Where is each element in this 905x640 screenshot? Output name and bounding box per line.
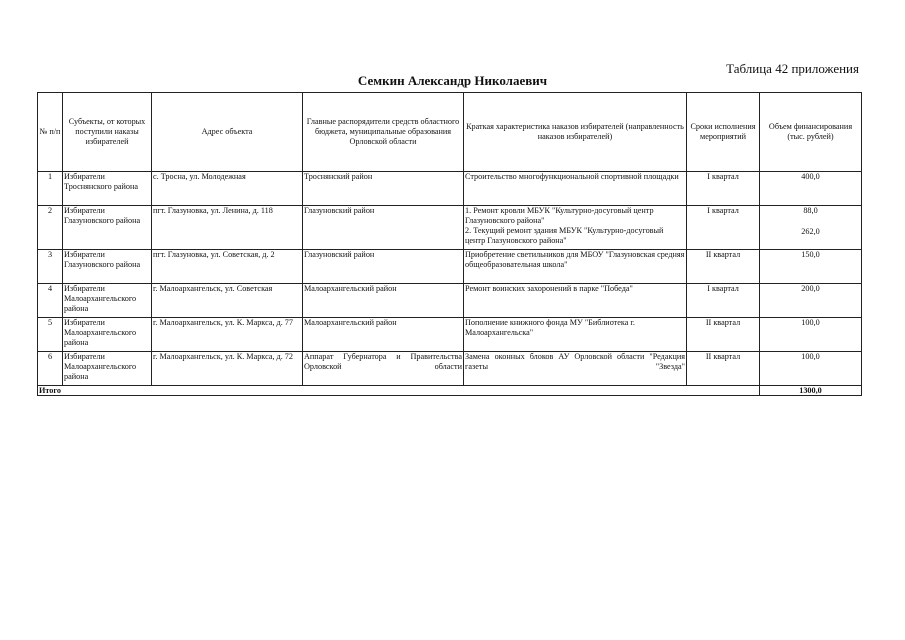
table-row (38, 352, 862, 386)
row-manager: Глазуновский район (303, 206, 464, 250)
row-num: 5 (38, 318, 63, 352)
row-address: г. Малоархангельск, ул. К. Маркса, д. 72 (152, 352, 303, 386)
row-subject: Избиратели Малоархангельского района (63, 352, 152, 386)
row-num: 2 (38, 206, 63, 250)
table-row (38, 318, 862, 352)
row-address: г. Малоархангельск, ул. К. Маркса, д. 77 (152, 318, 303, 352)
total-row (38, 386, 862, 396)
row-address: г. Малоархангельск, ул. Советская (152, 284, 303, 318)
row-address: пгт. Глазуновка, ул. Советская, д. 2 (152, 250, 303, 284)
row-sum-item-2: 262,0 (801, 227, 820, 236)
row-description: Строительство многофункциональной спортивной площадки (464, 172, 687, 206)
row-description: Приобретение светильников для МБОУ "Глазуновская средняя общеобразовательная школа" (464, 250, 687, 284)
row-num: 1 (38, 172, 63, 206)
row-term: II квартал (687, 250, 760, 284)
row-term: I квартал (687, 284, 760, 318)
header-subjects: Субъекты, от которых поступили наказы избирателей (63, 93, 152, 172)
row-subject: Избиратели Глазуновского района (63, 206, 152, 250)
row-sum: 100,0 (760, 352, 862, 386)
row-term: II квартал (687, 352, 760, 386)
row-num: 6 (38, 352, 63, 386)
row-address: пгт. Глазуновка, ул. Ленина, д. 118 (152, 206, 303, 250)
row-manager: Аппарат Губернатора и Правительства Орловской области (303, 352, 464, 386)
row-term: I квартал (687, 172, 760, 206)
row-sum: 400,0 (760, 172, 862, 206)
row-description: Ремонт воинских захоронений в парке "Победа" (464, 284, 687, 318)
header-description: Краткая характеристика наказов избирателей (направленность наказов избирателей) (464, 93, 687, 172)
row-sum: 150,0 (760, 250, 862, 284)
row-manager: Малоархангельский район (303, 318, 464, 352)
header-num: № п/п (38, 93, 63, 172)
header-managers: Главные распорядители средств областного бюджета, муниципальные образования Орловской области (303, 93, 464, 172)
table-row (38, 172, 862, 206)
total-label: Итого (38, 386, 760, 396)
header-address: Адрес объекта (152, 93, 303, 172)
row-sum: 200,0 (760, 284, 862, 318)
row-manager: Троснянский район (303, 172, 464, 206)
row-term: I квартал (687, 206, 760, 250)
row-sum (760, 206, 862, 250)
row-num: 3 (38, 250, 63, 284)
table-row (38, 284, 862, 318)
table-row (38, 206, 862, 250)
row-manager: Малоархангельский район (303, 284, 464, 318)
header-term: Сроки исполнения мероприятий (687, 93, 760, 172)
row-description-item-1: 1. Ремонт кровли МБУК "Культурно-досуговый центр Глазуновского района" (465, 206, 654, 225)
row-subject: Избиратели Глазуновского района (63, 250, 152, 284)
row-sum: 100,0 (760, 318, 862, 352)
header-row (38, 93, 862, 172)
row-subject: Избиратели Малоархангельского района (63, 318, 152, 352)
row-description (464, 206, 687, 250)
table-caption: Таблица 42 приложения (726, 61, 859, 76)
document-title: Семкин Александр Николаевич (357, 73, 548, 88)
total-sum: 1300,0 (760, 386, 862, 396)
row-sum-item-1: 88,0 (803, 206, 818, 215)
header-funding: Объем финансирования (тыс. рублей) (760, 93, 862, 172)
row-description: Замена оконных блоков АУ Орловской области "Редакция газеты "Звезда" (464, 352, 687, 386)
row-description-item-2: 2. Текущий ремонт здания МБУК "Культурно-досуговый центр Глазуновского района" (465, 226, 664, 245)
row-description: Пополнение книжного фонда МУ "Библиотека г. Малоархангельска" (464, 318, 687, 352)
row-num: 4 (38, 284, 63, 318)
row-subject: Избиратели Троснянского района (63, 172, 152, 206)
row-manager: Глазуновский район (303, 250, 464, 284)
row-address: с. Тросна, ул. Молодежная (152, 172, 303, 206)
funding-table (37, 92, 862, 396)
row-term: II квартал (687, 318, 760, 352)
table-row (38, 250, 862, 284)
row-subject: Избиратели Малоархангельского района (63, 284, 152, 318)
